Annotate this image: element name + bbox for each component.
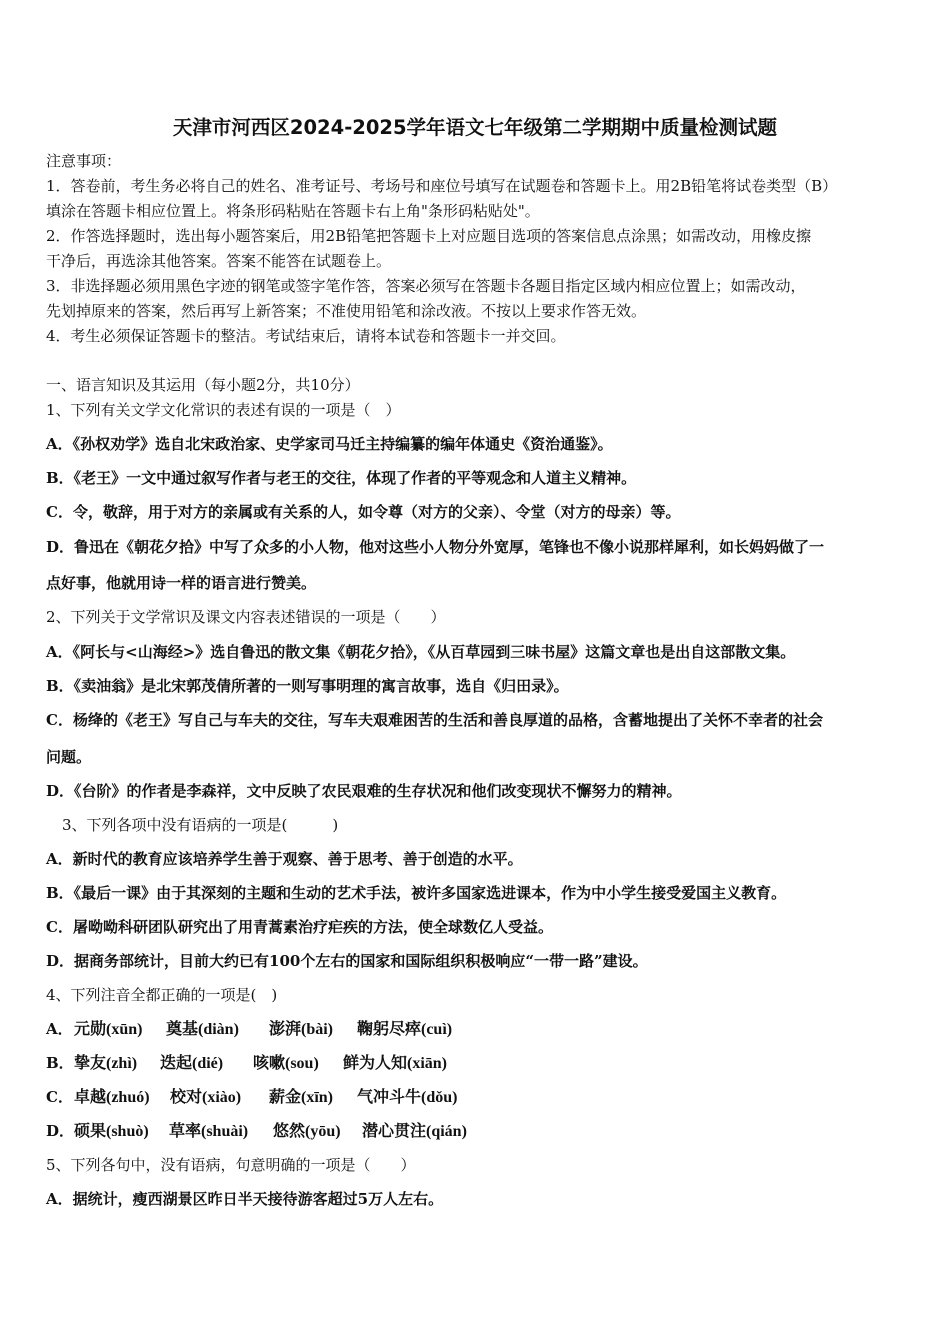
option-letter: C． <box>46 1088 73 1106</box>
page-title: 天津市河西区2024-2025学年语文七年级第二学期期中质量检测试题 <box>172 116 778 139</box>
pinyin-item: 硕果(shuò) <box>74 1123 149 1140</box>
option-letter: A． <box>46 1020 73 1038</box>
pinyin-item: 薪金(xīn) <box>269 1089 334 1106</box>
option-b <box>46 1053 447 1074</box>
question-stem: 1、下列有关文学文化常识的表述有误的一项是（ ） <box>46 401 401 419</box>
option-d-continued: 点好事，他就用诗一样的语言进行赞美。 <box>46 574 317 592</box>
pinyin-item: 咳嗽(sou) <box>253 1055 319 1072</box>
pinyin-item: 鞠躬尽瘁(cuì) <box>357 1021 453 1038</box>
pinyin-item: 悠然(yōu) <box>273 1123 341 1140</box>
pinyin-item: 草率(shuài) <box>169 1123 249 1140</box>
option-d: D．据商务部统计，目前大约已有100个左右的国家和国际组织积极响应“一带一路”建设。 <box>46 952 648 970</box>
option-a: A．据统计，瘦西湖景区昨日半天接待游客超过5万人左右。 <box>46 1190 444 1208</box>
option-b: B．《卖油翁》是北宋郭茂倩所著的一则写事明理的寓言故事，选自《归田录》。 <box>46 677 569 695</box>
option-b: B．《最后一课》由于其深刻的主题和生动的艺术手法，被许多国家选进课本，作为中小学生接受爱国主义教育。 <box>46 884 787 902</box>
option-a <box>46 1019 452 1040</box>
option-c <box>46 1087 457 1108</box>
question-stem: 3、下列各项中没有语病的一项是( ) <box>62 816 339 834</box>
pinyin-item: 鲜为人知(xiān) <box>343 1055 448 1072</box>
notice-line: 1．答卷前，考生务必将自己的姓名、准考证号、考场号和座位号填写在试题卷和答题卡上。用2B铅笔将试卷类型（B） <box>46 177 838 195</box>
option-c: C．令，敬辞，用于对方的亲属或有关系的人，如令尊（对方的父亲）、令堂（对方的母亲）等。 <box>46 503 681 521</box>
option-d <box>46 1121 467 1142</box>
pinyin-item: 挚友(zhì) <box>74 1055 138 1072</box>
option-a: A．《孙权劝学》选自北宋政治家、史学家司马迁主持编纂的编年体通史《资治通鉴》。 <box>46 435 613 453</box>
option-c-continued: 问题。 <box>46 748 92 766</box>
option-b: B．《老王》一文中通过叙写作者与老王的交往，体现了作者的平等观念和人道主义精神。 <box>46 469 637 487</box>
option-letter: B． <box>46 1054 74 1072</box>
pinyin-item: 元勋(xūn) <box>74 1021 143 1038</box>
option-d: D．鲁迅在《朝花夕拾》中写了众多的小人物，他对这些小人物分外宽厚，笔锋也不像小说那样犀利，如长妈妈做了一 <box>46 538 825 556</box>
question-stem: 5、下列各句中，没有语病，句意明确的一项是（ ） <box>46 1156 416 1174</box>
section-heading: 一、语言知识及其运用（每小题2分，共10分） <box>46 376 360 394</box>
pinyin-item: 澎湃(bài) <box>269 1021 334 1038</box>
notice-line: 干净后，再选涂其他答案。答案不能答在试题卷上。 <box>46 252 392 270</box>
notice-heading: 注意事项： <box>46 152 122 170</box>
question-stem: 2、下列关于文学常识及课文内容表述错误的一项是（ ） <box>46 608 446 626</box>
option-letter: D． <box>46 1122 75 1140</box>
notice-line: 3．非选择题必须用黑色字迹的钢笔或签字笔作答，答案必须写在答题卡各题目指定区域内相应位置上；如需改动， <box>46 277 806 295</box>
question-stem: 4、下列注音全都正确的一项是( ) <box>46 986 278 1004</box>
option-a: A．《阿长与<山海经>》选自鲁迅的散文集《朝花夕拾》，《从百草园到三味书屋》这篇文章也是出自这部散文集。 <box>46 643 796 661</box>
notice-line: 填涂在答题卡相应位置上。将条形码粘贴在答题卡右上角"条形码粘贴处"。 <box>46 202 540 220</box>
notice-line: 先划掉原来的答案，然后再写上新答案；不准使用铅笔和涂改液。不按以上要求作答无效。 <box>46 302 647 320</box>
pinyin-item: 校对(xiào) <box>170 1089 242 1106</box>
pinyin-item: 潜心贯注(qián) <box>362 1123 467 1140</box>
pinyin-item: 卓越(zhuó) <box>74 1089 150 1106</box>
notice-line: 4．考生必须保证答题卡的整洁。考试结束后，请将本试卷和答题卡一并交回。 <box>46 327 566 345</box>
pinyin-item: 奠基(diàn) <box>166 1021 239 1038</box>
option-a: A．新时代的教育应该培养学生善于观察、善于思考、善于创造的水平。 <box>46 850 523 868</box>
option-c: C．屠呦呦科研团队研究出了用青蒿素治疗疟疾的方法，使全球数亿人受益。 <box>46 918 553 936</box>
option-d: D．《台阶》的作者是李森祥，文中反映了农民艰难的生存状况和他们改变现状不懈努力的精神。 <box>46 782 682 800</box>
pinyin-item: 迭起(dié) <box>160 1055 224 1072</box>
option-c: C．杨绛的《老王》写自己与车夫的交往，写车夫艰难困苦的生活和善良厚道的品格，含蓄地提出了关怀不幸者的社会 <box>46 711 823 729</box>
pinyin-item: 气冲斗牛(dǒu) <box>357 1089 458 1106</box>
notice-line: 2．作答选择题时，选出每小题答案后，用2B铅笔把答题卡上对应题目选项的答案信息点涂黑；如需改动，用橡皮擦 <box>46 227 812 245</box>
